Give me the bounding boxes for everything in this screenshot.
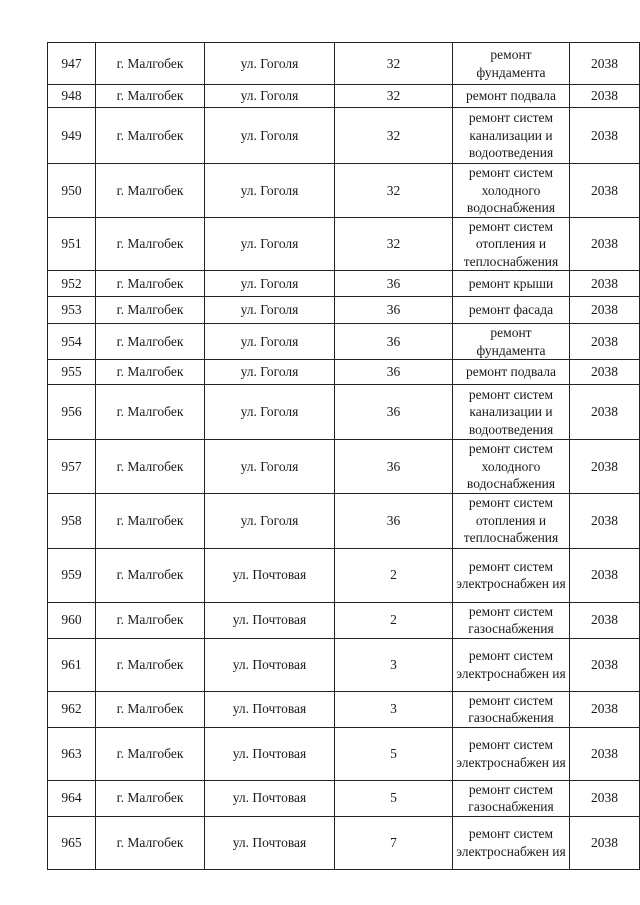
year-cell: 2038 [570,638,640,691]
work-type-cell: ремонт систем холодного водоснабжения [453,440,570,494]
house-number-cell: 36 [335,440,453,494]
street-cell: ул. Гоголя [205,85,335,108]
work-type-cell: ремонт систем электроснабжен ия [453,816,570,869]
year-cell: 2038 [570,43,640,85]
work-type-cell: ремонт фасада [453,297,570,324]
street-cell: ул. Гоголя [205,271,335,297]
city-cell: г. Малгобек [96,360,205,385]
year-cell: 2038 [570,493,640,548]
year-cell: 2038 [570,360,640,385]
city-cell: г. Малгобек [96,638,205,691]
table-row [48,602,640,638]
street-cell: ул. Гоголя [205,297,335,324]
row-number: 961 [48,638,96,691]
row-number: 956 [48,385,96,440]
work-type-cell: ремонт систем электроснабжен ия [453,638,570,691]
table-row [48,271,640,297]
table-row [48,360,640,385]
row-number: 963 [48,727,96,780]
work-type-cell: ремонт систем отопления и теплоснабжения [453,217,570,271]
table-row [48,638,640,691]
city-cell: г. Малгобек [96,271,205,297]
table-row [48,727,640,780]
work-type-cell: ремонт систем канализации и водоотведения [453,385,570,440]
city-cell: г. Малгобек [96,727,205,780]
city-cell: г. Малгобек [96,108,205,164]
year-cell: 2038 [570,85,640,108]
year-cell: 2038 [570,385,640,440]
year-cell: 2038 [570,297,640,324]
city-cell: г. Малгобек [96,816,205,869]
house-number-cell: 36 [335,297,453,324]
table-row [48,297,640,324]
table-row [48,324,640,360]
work-type-cell: ремонт систем канализации и водоотведения [453,108,570,164]
table-row [48,493,640,548]
year-cell: 2038 [570,164,640,218]
row-number: 953 [48,297,96,324]
year-cell: 2038 [570,602,640,638]
row-number: 950 [48,164,96,218]
city-cell: г. Малгобек [96,85,205,108]
house-number-cell: 5 [335,727,453,780]
house-number-cell: 7 [335,816,453,869]
street-cell: ул. Гоголя [205,217,335,271]
house-number-cell: 36 [335,324,453,360]
street-cell: ул. Почтовая [205,816,335,869]
year-cell: 2038 [570,816,640,869]
year-cell: 2038 [570,440,640,494]
city-cell: г. Малгобек [96,43,205,85]
work-type-cell: ремонт систем газоснабжения [453,691,570,727]
street-cell: ул. Гоголя [205,108,335,164]
street-cell: ул. Почтовая [205,548,335,602]
work-type-cell: ремонт фундамента [453,324,570,360]
city-cell: г. Малгобек [96,297,205,324]
year-cell: 2038 [570,271,640,297]
row-number: 952 [48,271,96,297]
row-number: 959 [48,548,96,602]
year-cell: 2038 [570,691,640,727]
row-number: 954 [48,324,96,360]
city-cell: г. Малгобек [96,385,205,440]
row-number: 964 [48,780,96,816]
street-cell: ул. Почтовая [205,780,335,816]
row-number: 955 [48,360,96,385]
street-cell: ул. Гоголя [205,324,335,360]
house-number-cell: 3 [335,691,453,727]
table-body [48,43,640,870]
year-cell: 2038 [570,108,640,164]
house-number-cell: 32 [335,108,453,164]
table-row [48,816,640,869]
year-cell: 2038 [570,548,640,602]
house-number-cell: 36 [335,360,453,385]
work-type-cell: ремонт систем холодного водоснабжения [453,164,570,218]
table-row [48,780,640,816]
house-number-cell: 32 [335,164,453,218]
house-number-cell: 36 [335,493,453,548]
year-cell: 2038 [570,727,640,780]
table-row [48,108,640,164]
year-cell: 2038 [570,780,640,816]
street-cell: ул. Гоголя [205,164,335,218]
table-row [48,548,640,602]
work-type-cell: ремонт систем электроснабжен ия [453,548,570,602]
table-row [48,217,640,271]
work-type-cell: ремонт систем газоснабжения [453,602,570,638]
work-type-cell: ремонт подвала [453,360,570,385]
street-cell: ул. Гоголя [205,360,335,385]
city-cell: г. Малгобек [96,217,205,271]
row-number: 958 [48,493,96,548]
street-cell: ул. Почтовая [205,602,335,638]
row-number: 948 [48,85,96,108]
house-number-cell: 3 [335,638,453,691]
work-type-cell: ремонт систем газоснабжения [453,780,570,816]
house-number-cell: 2 [335,548,453,602]
year-cell: 2038 [570,324,640,360]
house-number-cell: 32 [335,85,453,108]
city-cell: г. Малгобек [96,164,205,218]
street-cell: ул. Гоголя [205,493,335,548]
street-cell: ул. Почтовая [205,638,335,691]
table-row [48,385,640,440]
table-row [48,691,640,727]
city-cell: г. Малгобек [96,493,205,548]
house-number-cell: 2 [335,602,453,638]
work-type-cell: ремонт систем отопления и теплоснабжения [453,493,570,548]
row-number: 957 [48,440,96,494]
work-type-cell: ремонт фундамента [453,43,570,85]
street-cell: ул. Гоголя [205,43,335,85]
city-cell: г. Малгобек [96,691,205,727]
street-cell: ул. Почтовая [205,691,335,727]
work-type-cell: ремонт крыши [453,271,570,297]
house-number-cell: 32 [335,43,453,85]
city-cell: г. Малгобек [96,324,205,360]
table-row [48,43,640,85]
house-number-cell: 36 [335,385,453,440]
street-cell: ул. Гоголя [205,385,335,440]
year-cell: 2038 [570,217,640,271]
row-number: 960 [48,602,96,638]
city-cell: г. Малгобек [96,780,205,816]
city-cell: г. Малгобек [96,602,205,638]
table-row [48,164,640,218]
house-number-cell: 5 [335,780,453,816]
row-number: 947 [48,43,96,85]
work-type-cell: ремонт систем электроснабжен ия [453,727,570,780]
row-number: 949 [48,108,96,164]
row-number: 962 [48,691,96,727]
city-cell: г. Малгобек [96,548,205,602]
table-row [48,85,640,108]
repair-schedule-table [47,42,640,870]
city-cell: г. Малгобек [96,440,205,494]
row-number: 951 [48,217,96,271]
row-number: 965 [48,816,96,869]
table-row [48,440,640,494]
work-type-cell: ремонт подвала [453,85,570,108]
house-number-cell: 32 [335,217,453,271]
house-number-cell: 36 [335,271,453,297]
street-cell: ул. Почтовая [205,727,335,780]
street-cell: ул. Гоголя [205,440,335,494]
